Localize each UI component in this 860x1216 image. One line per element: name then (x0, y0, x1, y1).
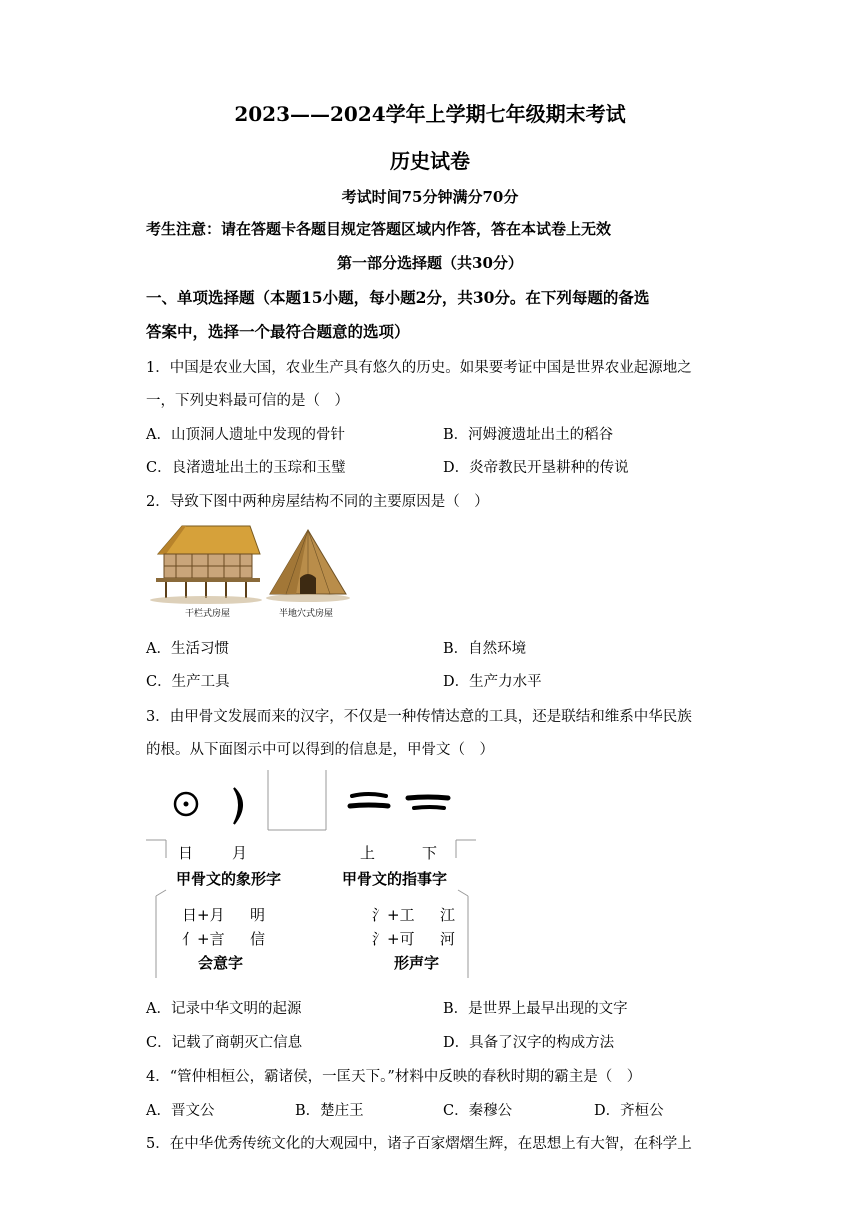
q4-option-d: D．齐桓公 (594, 1103, 664, 1119)
pit-dwelling-label: 半地穴式房屋 (279, 609, 334, 619)
char-xia: 下 (422, 844, 438, 862)
q1-stem-line1: 1．中国是农业大国，农业生产具有悠久的历史。如果要考证中国是世界农业起源地之 (146, 360, 692, 376)
q5-stem: 5．在中华优秀传统文化的大观园中，诸子百家熠熠生辉，在思想上有大智，在科学上 (146, 1136, 692, 1152)
shang-glyph-icon (350, 794, 388, 806)
q3-stem-line2: 的根。从下面图示中可以得到的信息是，甲骨文（ ） (146, 742, 494, 758)
q2-option-b: B．自然环境 (443, 641, 527, 657)
subject-title: 历史试卷 (390, 149, 470, 173)
q1-option-d: D．炎帝教民开垦耕种的传说 (443, 460, 629, 476)
part1-heading: 第一部分选择题（共30分） (337, 254, 523, 272)
candidate-notice: 考生注意：请在答题卡各题目规定答题区域内作答，答在本试卷上无效 (146, 220, 612, 238)
xia-glyph-icon (408, 797, 448, 808)
formula-shui-gong: 氵+工 (372, 906, 415, 924)
compound-label: 会意字 (198, 954, 244, 972)
section1-line1: 一、单项选择题（本题15小题，每小题2分，共30分。在下列每题的备选 (146, 288, 650, 307)
q1-option-c: C．良渚遗址出土的玉琮和玉璧 (146, 460, 346, 476)
formula-ren-yan: 亻+言 (182, 930, 225, 948)
q4-stem: 4．“管仲相桓公，霸诸侯，一匡天下。”材料中反映的春秋时期的霸主是（ ） (146, 1069, 642, 1085)
phonetic-label: 形声字 (394, 954, 440, 972)
q3-option-b: B．是世界上最早出现的文字 (443, 1001, 628, 1017)
moon-glyph-icon (234, 788, 242, 824)
q3-option-d: D．具备了汉字的构成方法 (443, 1035, 615, 1051)
char-yue: 月 (232, 844, 248, 862)
q4-option-a: A．晋文公 (146, 1103, 215, 1119)
q1-stem-line2: 一，下列史料最可信的是（ ） (146, 393, 349, 409)
formula-shui-ke: 氵+可 (372, 930, 415, 948)
q4-option-c: C．秦穆公 (443, 1103, 513, 1119)
char-xin: 信 (250, 930, 266, 948)
q2-option-a: A．生活习惯 (146, 641, 229, 657)
char-ming: 明 (250, 906, 266, 924)
section1-line2: 答案中，选择一个最符合题意的选项） (146, 322, 410, 341)
q3-option-c: C．记载了商朝灭亡信息 (146, 1035, 303, 1051)
exam-info: 考试时间75分钟满分70分 (341, 188, 519, 206)
char-ri: 日 (178, 844, 194, 862)
q1-option-b: B．河姆渡遗址出土的稻谷 (443, 427, 614, 443)
house-illustration (146, 520, 356, 620)
q1-option-a: A．山顶洞人遗址中发现的骨针 (146, 427, 345, 443)
q2-option-c: C．生产工具 (146, 674, 230, 690)
char-jiang: 江 (440, 906, 456, 924)
q2-stem: 2．导致下图中两种房屋结构不同的主要原因是（ ） (146, 494, 489, 510)
house-figure (146, 520, 356, 620)
oracle-bone-figure (146, 770, 480, 980)
char-shang: 上 (360, 844, 376, 862)
char-he: 河 (440, 930, 456, 948)
formula-ri-yue: 日+月 (182, 906, 225, 924)
pictograph-label: 甲骨文的象形字 (176, 870, 282, 888)
oracle-bone-diagram (146, 770, 480, 980)
exam-title: 2023——2024学年上学期七年级期末考试 (234, 102, 626, 126)
q3-stem-line1: 3．由甲骨文发展而来的汉字，不仅是一种传情达意的工具，还是联结和维系中华民族 (146, 709, 692, 725)
stilt-house-label: 干栏式房屋 (185, 609, 231, 619)
q4-option-b: B．楚庄王 (295, 1103, 364, 1119)
indicative-label: 甲骨文的指事字 (342, 870, 448, 888)
q2-option-d: D．生产力水平 (443, 674, 542, 690)
q3-option-a: A．记录中华文明的起源 (146, 1001, 302, 1017)
